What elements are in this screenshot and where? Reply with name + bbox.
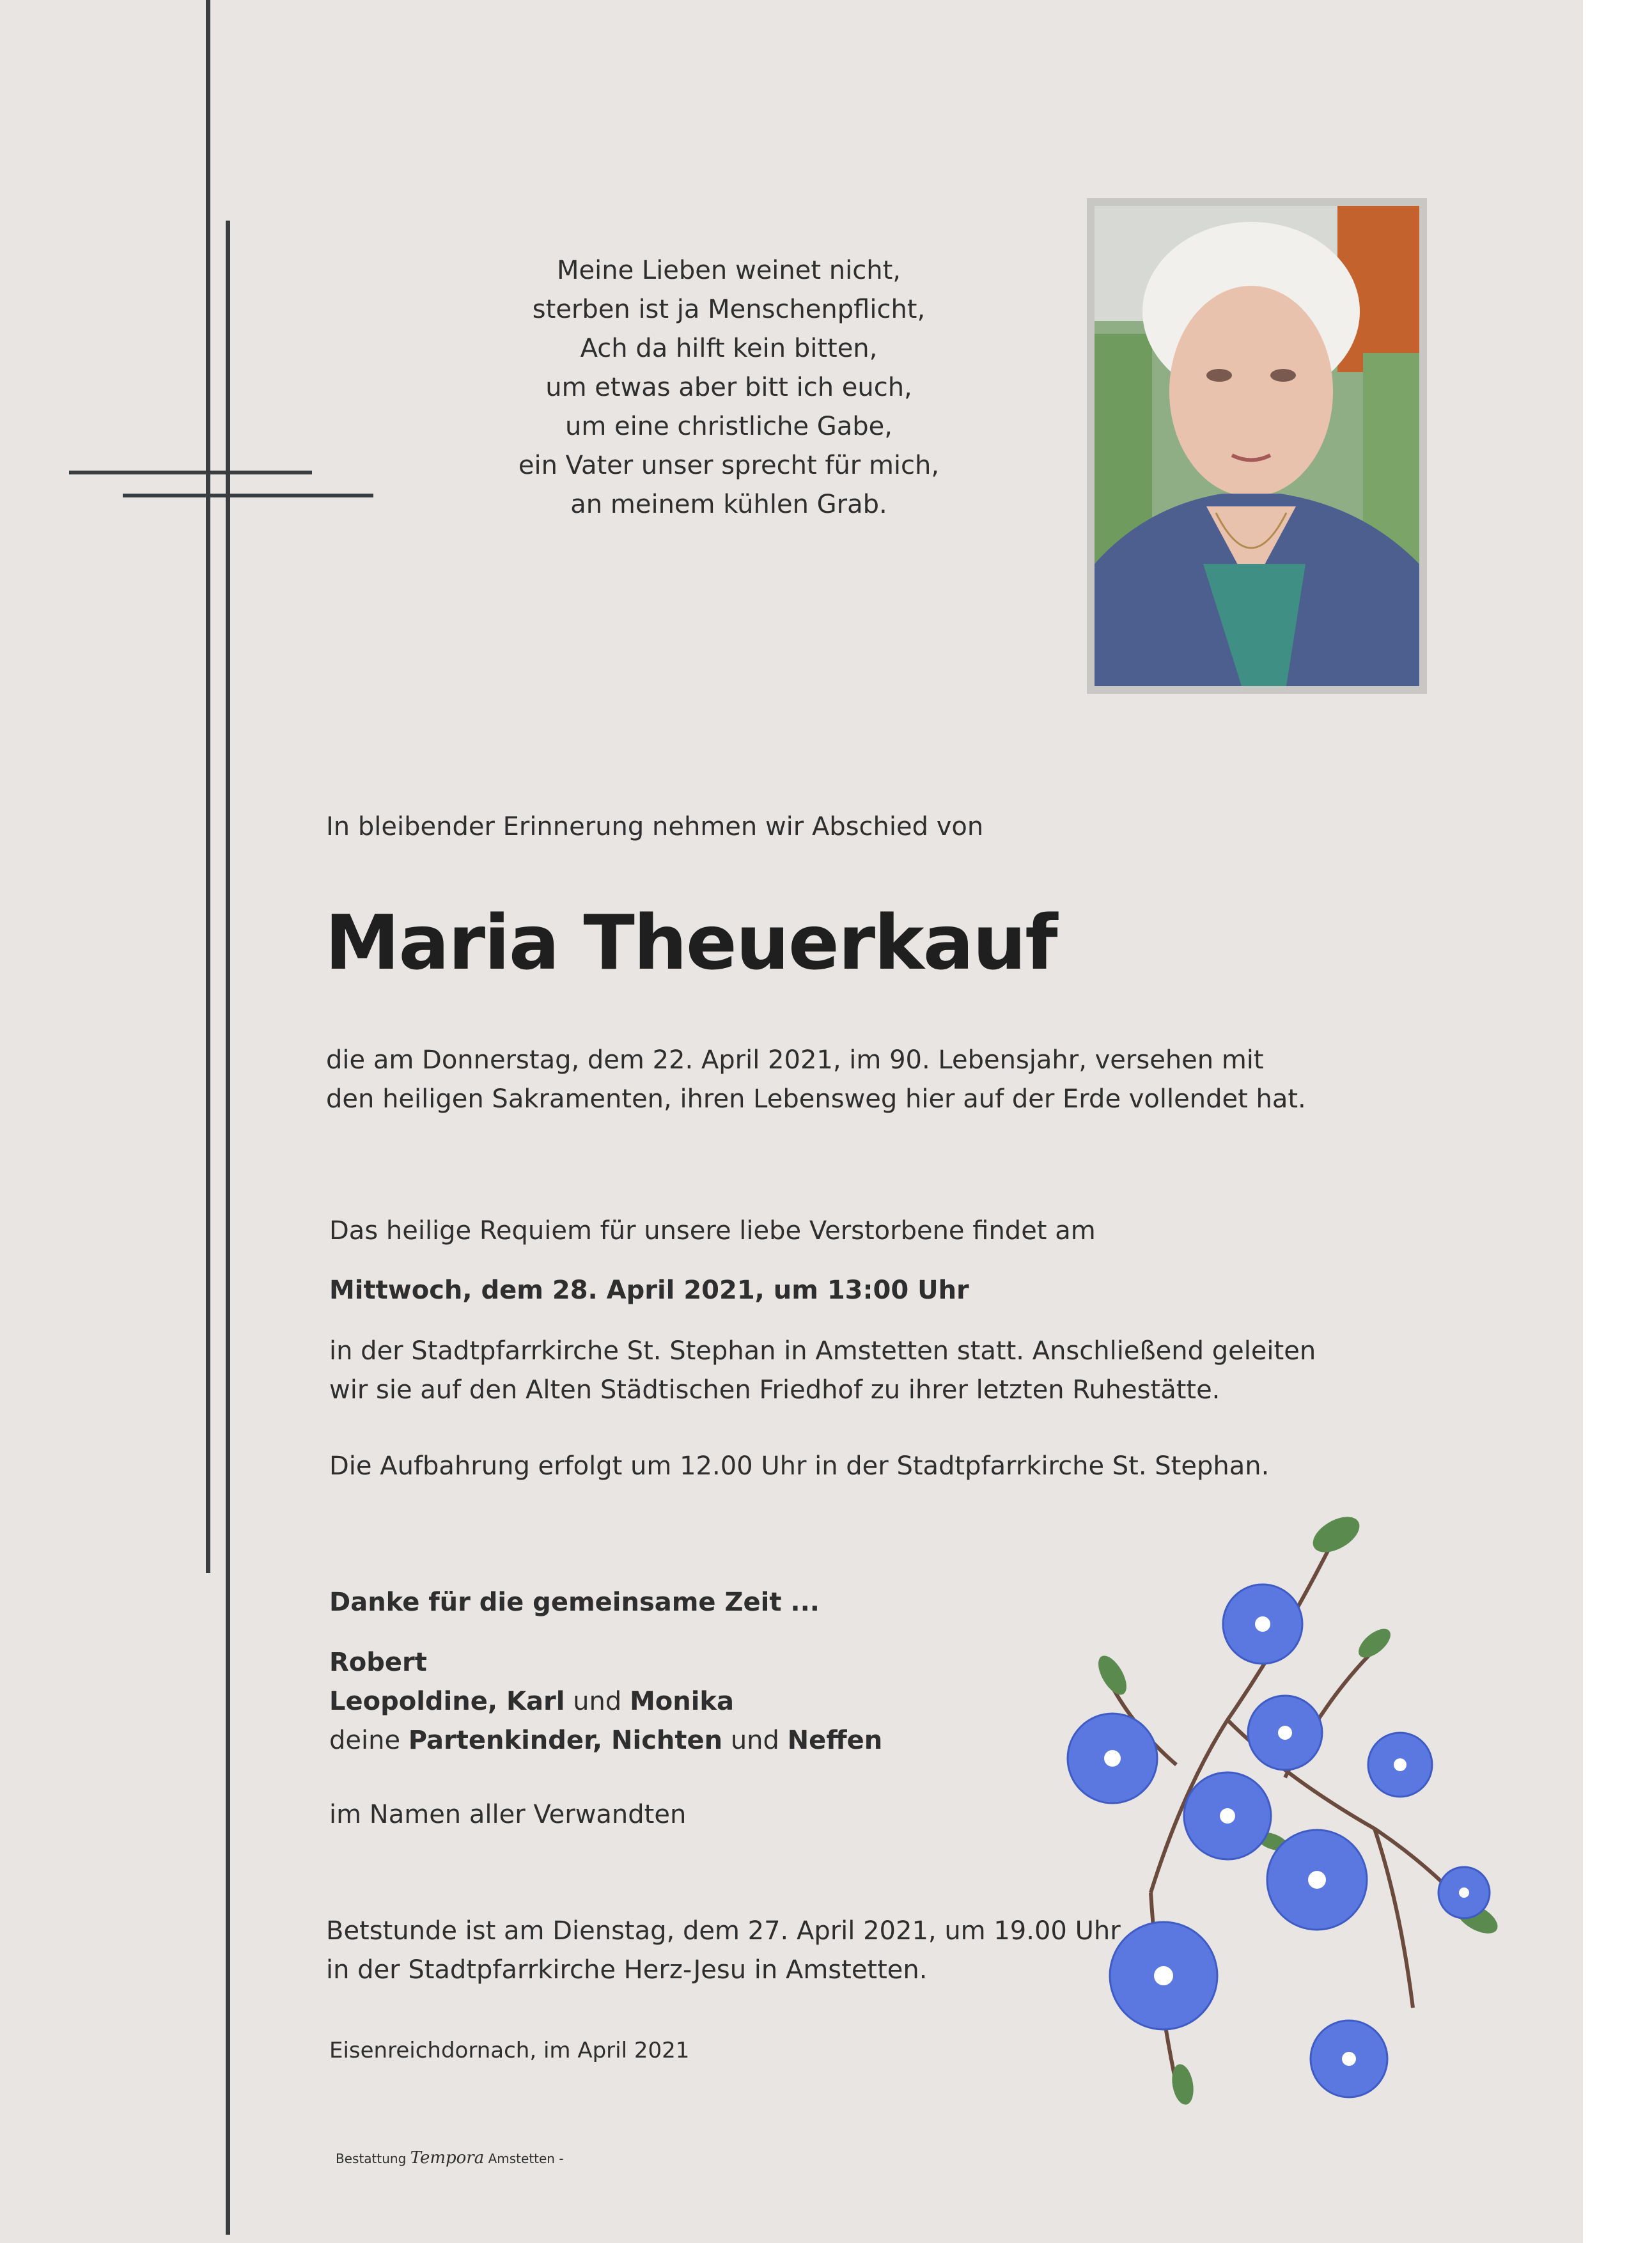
requiem-date: Mittwoch, dem 28. April 2021, um 13:00 Uhr [329,1276,969,1305]
mourner-name: Leopoldine, Karl [329,1687,565,1716]
poem-line: Meine Lieben weinet nicht, [557,256,901,285]
cross-horizontal-bar-2 [123,494,373,497]
mourners-list [329,1643,882,1760]
portrait-frame [1087,198,1427,694]
death-notice-line: die am Donnerstag, dem 22. April 2021, im 90. Lebensjahr, versehen mit [326,1045,1264,1075]
mourner-name: Neffen [787,1726,883,1755]
undertaker-suffix: Amstetten - [484,2151,564,2166]
undertaker-prefix: Bestattung [336,2151,410,2166]
mourner-name: Partenkinder, Nichten [408,1726,723,1755]
requiem-place-line: in der Stadtpfarrkirche St. Stephan in Amstetten statt. Anschließend geleiten [329,1336,1316,1366]
thanks-heading: Danke für die gemeinsame Zeit ... [329,1588,820,1617]
relatives-note: im Namen aller Verwandten [329,1800,687,1829]
prayer-hour-line: in der Stadtpfarrkirche Herz-Jesu in Amstetten. [326,1955,928,1985]
mourner-line [329,1721,882,1760]
prayer-hour-notice [326,1912,1121,1990]
poem-line: Ach da hilft kein bitten, [580,334,878,363]
poem-line: sterben ist ja Menschenpflicht, [532,295,926,324]
cross-horizontal-bar-1 [69,471,312,474]
farewell-intro: In bleibender Erinnerung nehmen wir Abschied von [326,812,984,841]
death-notice-line: den heiligen Sakramenten, ihren Lebensweg hier auf der Erde vollendet hat. [326,1084,1306,1114]
requiem-place-line: wir sie auf den Alten Städtischen Friedhof zu ihrer letzten Ruhestätte. [329,1375,1220,1405]
undertaker-credit [336,2148,564,2168]
undertaker-brand: Tempora [410,2148,485,2168]
portrait-illustration [1095,206,1419,686]
mourner-conjunction: und [565,1687,630,1716]
poem [409,251,1048,524]
mourner-name: Robert [329,1648,427,1677]
poem-line: um eine christliche Gabe, [565,412,892,441]
cross-vertical-bar-2 [226,221,230,2235]
place-date: Eisenreichdornach, im April 2021 [329,2038,690,2063]
poem-line: ein Vater unser sprecht für mich, [518,451,940,480]
requiem-intro: Das heilige Requiem für unsere liebe Verstorbene findet am [329,1216,1096,1246]
poem-line: um etwas aber bitt ich euch, [545,373,912,402]
mourner-name: Monika [629,1687,735,1716]
flower-illustration [1017,1509,1515,2142]
portrait-photo [1095,206,1419,686]
mourner-conjunction: und [722,1726,788,1755]
mourner-prefix: deine [329,1726,409,1755]
death-notice [326,1041,1306,1119]
prayer-hour-line: Betstunde ist am Dienstag, dem 27. April 2021, um 19.00 Uhr [326,1916,1121,1946]
viewing-notice: Die Aufbahrung erfolgt um 12.00 Uhr in der Stadtpfarrkirche St. Stephan. [329,1451,1270,1481]
requiem-place [329,1332,1316,1410]
cross-vertical-bar-1 [206,0,210,1573]
mourner-line [329,1643,882,1682]
poem-line: an meinem kühlen Grab. [570,490,887,519]
deceased-name: Maria Theuerkauf [325,898,1057,987]
mourner-line [329,1682,882,1721]
